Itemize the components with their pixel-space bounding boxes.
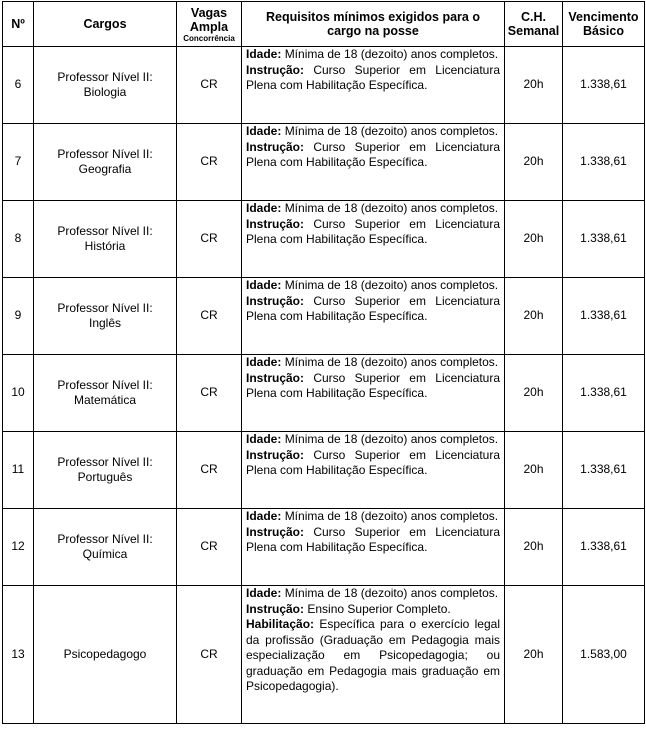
cell-vagas (177, 278, 242, 355)
cell-text-vagas: CR (200, 646, 218, 661)
cell-ch (505, 124, 563, 201)
cell-text-idade-text: Mínima de 18 (dezoito) anos completos. (284, 201, 499, 215)
cell-requisitos (242, 278, 505, 355)
requisito-instrucao (246, 63, 500, 94)
cell-text-num: 12 (11, 539, 25, 554)
cell-cargo (34, 201, 177, 278)
cell-cargo (34, 278, 177, 355)
cell-text-instrucao-text: Curso Superior em Licenciatura Plena com Habilitação Específica. (246, 370, 500, 400)
cell-vagas (177, 509, 242, 586)
requisito-habilitacao (246, 617, 500, 695)
cell-text-vagas: CR (200, 308, 218, 323)
cell-text-cargo-line2: História (84, 239, 126, 253)
header-vagas-line1: Vagas (190, 5, 228, 20)
cell-text-vagas: CR (200, 385, 218, 400)
requisito-instrucao-text: Ensino Superior Completo. (307, 601, 451, 616)
cell-text-idade-text: Mínima de 18 (dezoito) anos completos. (284, 432, 499, 446)
cell-num (3, 278, 34, 355)
table-row (3, 124, 645, 201)
cell-text-cargo-line2: Matemática (73, 393, 137, 407)
requirements-table (2, 1, 645, 724)
cell-requisitos (242, 124, 505, 201)
table-row (3, 586, 645, 724)
cell-text-venc: 1.338,61 (580, 154, 627, 169)
cell-text-vagas: CR (200, 77, 218, 92)
cell-text-cargo-line2: Química (82, 547, 128, 561)
table-body (3, 47, 645, 724)
cell-num (3, 586, 34, 724)
cell-text-ch: 20h (523, 539, 544, 554)
cell-text-cargo-line2: Português (77, 470, 133, 484)
cell-text-instrucao-text: Curso Superior em Licenciatura Plena com Habilitação Específica. (246, 62, 500, 92)
table-header-row (3, 2, 645, 47)
cell-text-cargo-line2: Biologia (83, 85, 127, 99)
cell-cargo (34, 355, 177, 432)
header-requisitos (242, 2, 505, 47)
cell-text-cargo-line1: Professor Nível II: (57, 454, 153, 469)
cell-requisitos (242, 586, 505, 724)
cell-text-idade-label: Idade: (246, 355, 282, 369)
cell-text-idade-label: Idade: (246, 47, 282, 61)
requisito-instrucao (246, 294, 500, 325)
cell-num (3, 201, 34, 278)
cell-num (3, 432, 34, 509)
table-row (3, 47, 645, 124)
requisito-instrucao (246, 525, 500, 556)
cell-vencimento (563, 509, 645, 586)
cell-text-num: 13 (11, 646, 25, 661)
cell-num (3, 47, 34, 124)
requisito-idade (246, 509, 500, 525)
cell-ch (505, 586, 563, 724)
cell-text-num: 7 (14, 154, 22, 169)
cell-text-cargo-line1: Professor Nível II: (57, 223, 153, 238)
cell-cargo (34, 509, 177, 586)
cell-vagas (177, 201, 242, 278)
cell-text-vagas: CR (200, 154, 218, 169)
requisito-instrucao (246, 602, 500, 618)
header-vagas-sub: Concorrência (183, 33, 235, 43)
header-vencimento (563, 2, 645, 47)
cell-text-instrucao-label: Instrução: (246, 62, 305, 77)
requisito-idade (246, 355, 500, 371)
requisito-instrucao (246, 371, 500, 402)
header-vagas-line2: Ampla (189, 19, 229, 34)
cell-text-idade-label: Idade: (246, 432, 282, 446)
requisito-idade (246, 47, 500, 63)
cell-vencimento (563, 124, 645, 201)
cell-text-venc: 1.338,61 (580, 462, 627, 477)
cell-num (3, 355, 34, 432)
header-ch-line1: C.H. (521, 10, 546, 24)
cell-text-instrucao-text: Curso Superior em Licenciatura Plena com Habilitação Específica. (246, 293, 500, 323)
header-cargos: Cargos (34, 2, 177, 47)
cell-text-idade-text: Mínima de 18 (dezoito) anos completos. (284, 47, 499, 61)
requisito-habilitacao-label: Habilitação: (246, 617, 315, 631)
requisito-idade (246, 124, 500, 140)
cell-text-num: 8 (14, 231, 22, 246)
cell-text-venc: 1.338,61 (580, 231, 627, 246)
header-venc-line1: Vencimento (568, 10, 639, 24)
cell-requisitos (242, 355, 505, 432)
requisito-idade (246, 432, 500, 448)
cell-cargo (34, 47, 177, 124)
table-row (3, 509, 645, 586)
cell-text-idade-label: Idade: (246, 509, 282, 523)
cell-ch (505, 47, 563, 124)
cell-text-instrucao-label: Instrução: (246, 216, 305, 231)
cell-requisitos (242, 201, 505, 278)
cell-text-idade-text: Mínima de 18 (dezoito) anos completos. (284, 124, 499, 138)
cell-text-vagas: CR (200, 231, 218, 246)
cell-vencimento (563, 432, 645, 509)
cell-text-idade-text: Mínima de 18 (dezoito) anos completos. (284, 355, 499, 369)
requisito-instrucao (246, 140, 500, 171)
cell-cargo (34, 432, 177, 509)
cell-vagas (177, 124, 242, 201)
cell-text-cargo-line1: Professor Nível II: (57, 69, 153, 84)
cell-vencimento (563, 355, 645, 432)
cell-text-idade-label: Idade: (246, 201, 282, 215)
cell-text-vagas: CR (200, 462, 218, 477)
requisito-instrucao (246, 448, 500, 479)
requisito-idade (246, 201, 500, 217)
cell-text-cargo-line2: Inglês (88, 316, 122, 330)
cell-text-cargo-line1: Professor Nível II: (57, 146, 153, 161)
header-num: Nº (3, 2, 34, 47)
table-row (3, 355, 645, 432)
cell-vagas (177, 586, 242, 724)
cell-requisitos (242, 47, 505, 124)
cell-text-idade-text: Mínima de 18 (dezoito) anos completos. (284, 278, 499, 292)
cell-ch (505, 355, 563, 432)
cell-text-venc: 1.338,61 (580, 385, 627, 400)
requisito-habilitacao-text: Específica para o exercício legal da profissão (Graduação em Pedagogia mais especialização em Psicopedagogia; ou graduação em Pedagogia mais graduação em Psicopedagogia). (246, 617, 500, 693)
cell-text-venc: 1.338,61 (580, 539, 627, 554)
cell-vencimento (563, 586, 645, 724)
header-ch (505, 2, 563, 47)
requisito-instrucao-label: Instrução: (246, 601, 305, 616)
cell-cargo (34, 586, 177, 724)
cell-text-instrucao-text: Curso Superior em Licenciatura Plena com Habilitação Específica. (246, 139, 500, 169)
cell-text-ch: 20h (523, 646, 544, 661)
header-vagas (177, 2, 242, 47)
cell-text-venc: 1.338,61 (580, 308, 627, 323)
cell-text-ch: 20h (523, 308, 544, 323)
table-row (3, 201, 645, 278)
header-req-line2: cargo na posse (327, 24, 419, 38)
cell-text-cargo-line2: Geografia (78, 162, 132, 176)
cell-text-cargo-line1: Professor Nível II: (57, 377, 153, 392)
cell-ch (505, 278, 563, 355)
cell-text-idade-label: Idade: (246, 278, 282, 292)
cell-text-venc: 1.338,61 (580, 77, 627, 92)
header-req-line1: Requisitos mínimos exigidos para o (266, 10, 480, 24)
cell-text-cargo: Psicopedagogo (63, 646, 147, 661)
requisito-idade-label: Idade: (246, 586, 282, 600)
table-row (3, 432, 645, 509)
header-venc-line2: Básico (583, 24, 624, 38)
cell-vencimento (563, 201, 645, 278)
cell-text-num: 9 (14, 308, 22, 323)
cell-text-ch: 20h (523, 385, 544, 400)
header-ch-line2: Semanal (507, 24, 560, 38)
cell-vagas (177, 355, 242, 432)
cell-text-instrucao-text: Curso Superior em Licenciatura Plena com Habilitação Específica. (246, 524, 500, 554)
cell-text-instrucao-label: Instrução: (246, 139, 305, 154)
cell-ch (505, 509, 563, 586)
cell-requisitos (242, 432, 505, 509)
cell-text-instrucao-label: Instrução: (246, 524, 305, 539)
cell-text-ch: 20h (523, 231, 544, 246)
table-row (3, 278, 645, 355)
cell-text-vagas: CR (200, 539, 218, 554)
cell-text-num: 11 (11, 462, 25, 477)
cell-num (3, 509, 34, 586)
requisito-idade-text: Mínima de 18 (dezoito) anos completos. (284, 586, 499, 600)
cell-text-ch: 20h (523, 462, 544, 477)
cell-vagas (177, 432, 242, 509)
cell-text-instrucao-text: Curso Superior em Licenciatura Plena com Habilitação Específica. (246, 447, 500, 477)
cell-cargo (34, 124, 177, 201)
cell-text-ch: 20h (523, 77, 544, 92)
cell-text-idade-label: Idade: (246, 124, 282, 138)
cell-text-idade-text: Mínima de 18 (dezoito) anos completos. (284, 509, 499, 523)
cell-text-ch: 20h (523, 154, 544, 169)
cell-vagas (177, 47, 242, 124)
cell-text-cargo-line1: Professor Nível II: (57, 300, 153, 315)
cell-vencimento (563, 278, 645, 355)
requisito-idade (246, 586, 500, 602)
cell-text-num: 10 (11, 385, 25, 400)
cell-text-instrucao-text: Curso Superior em Licenciatura Plena com Habilitação Específica. (246, 216, 500, 246)
cell-ch (505, 201, 563, 278)
cell-vencimento (563, 47, 645, 124)
cell-text-num: 6 (14, 77, 22, 92)
cell-requisitos (242, 509, 505, 586)
cell-num (3, 124, 34, 201)
requisito-instrucao (246, 217, 500, 248)
cell-text-instrucao-label: Instrução: (246, 447, 305, 462)
cell-text-venc: 1.583,00 (580, 646, 627, 661)
cell-text-cargo-line1: Professor Nível II: (57, 531, 153, 546)
cell-ch (505, 432, 563, 509)
cell-text-instrucao-label: Instrução: (246, 293, 305, 308)
cell-text-instrucao-label: Instrução: (246, 370, 305, 385)
requisito-idade (246, 278, 500, 294)
